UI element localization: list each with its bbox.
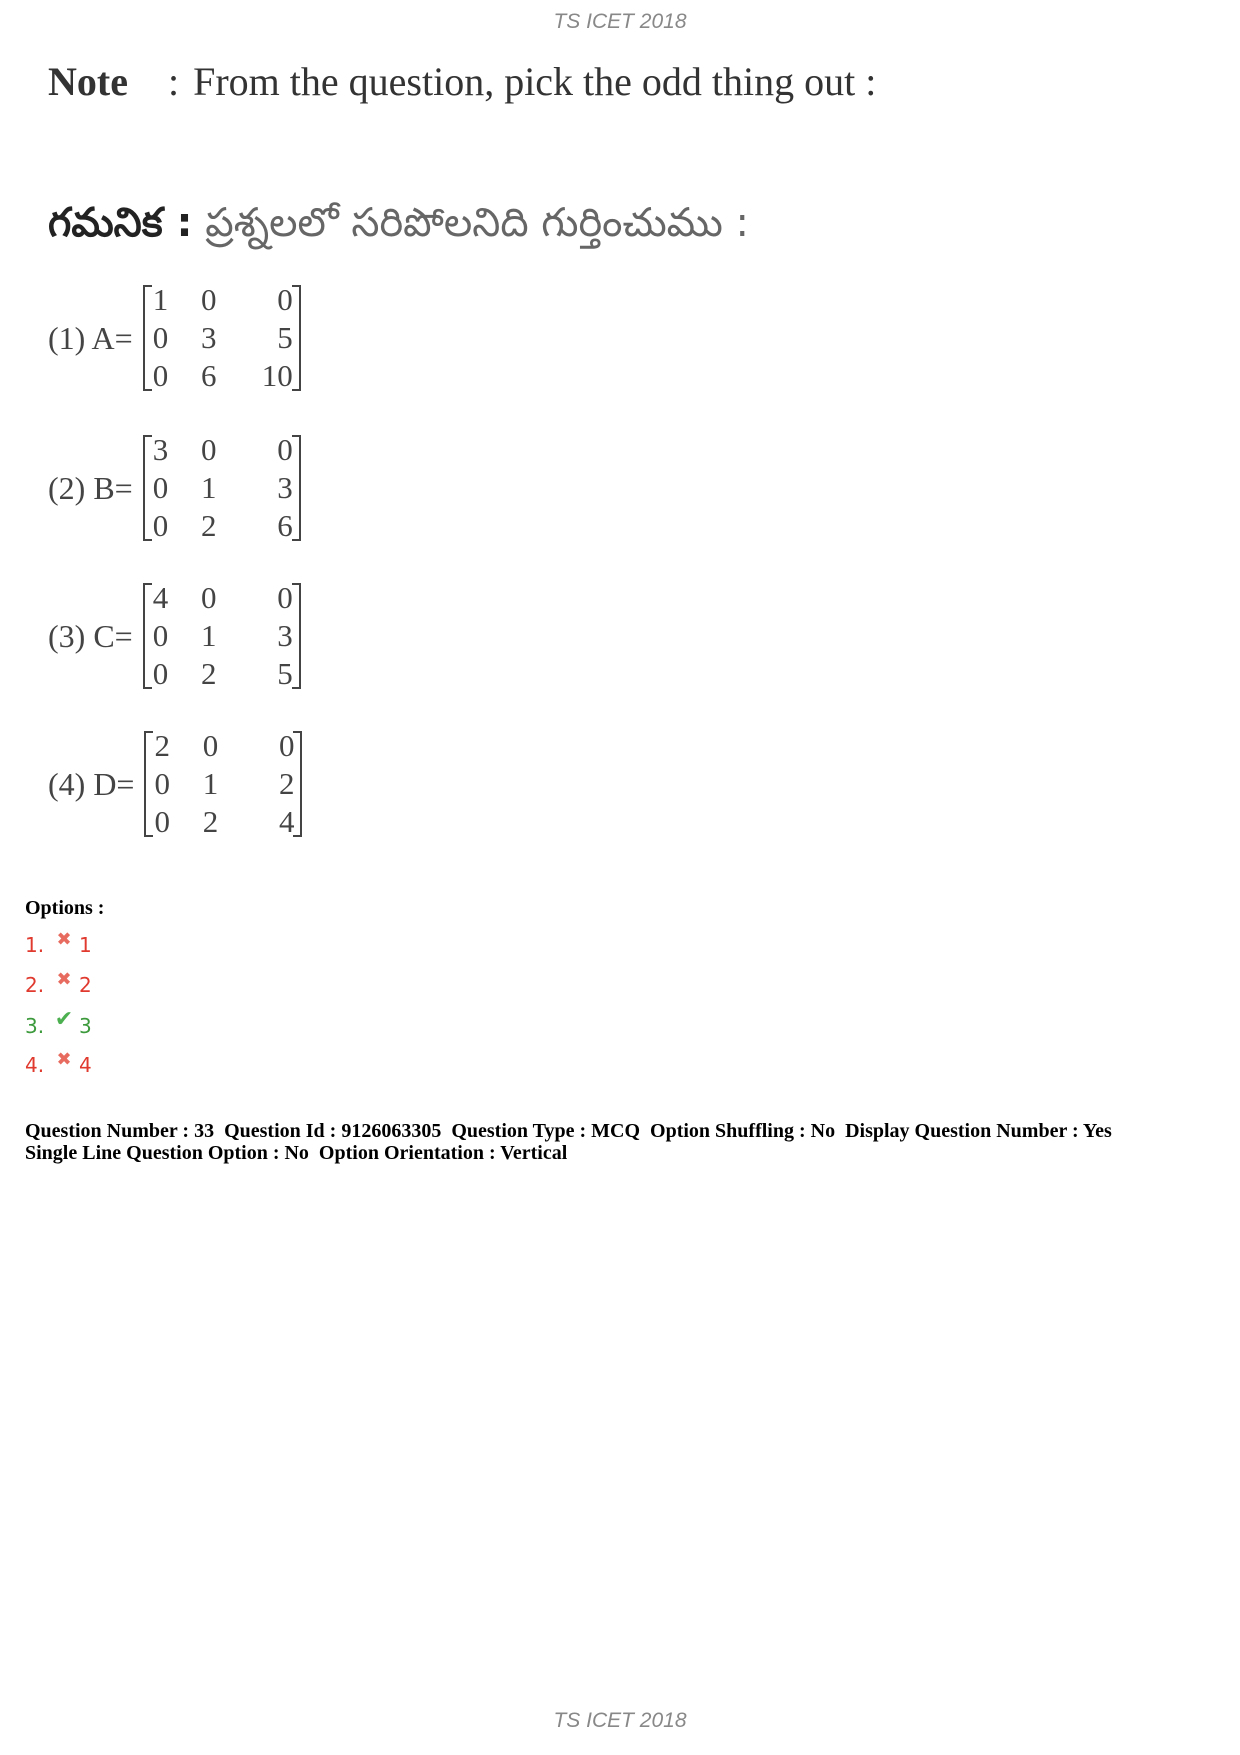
matrix-cell: 0 xyxy=(152,618,169,653)
matrix-cell: 0 xyxy=(277,282,293,317)
matrix-cell: 2 xyxy=(200,508,217,543)
telugu-note-text: ప్రశ్నలలో సరిపోలనిది గుర్తించుము : xyxy=(205,200,750,246)
metadata-line-1: Question Number : 33 Question Id : 9126063305 Question Type : MCQ Option Shuffling : No Display Question Number : Yes xyxy=(25,1120,1112,1142)
matrix-cell: 6 xyxy=(200,358,217,393)
matrix-C xyxy=(143,579,301,693)
option-number: 4. xyxy=(25,1053,45,1077)
page-footer: TS ICET 2018 xyxy=(553,1709,687,1732)
telugu-note-label: గమనిక : xyxy=(48,200,193,246)
matrix-label: (2) B= xyxy=(48,469,133,506)
matrix-question-2 xyxy=(48,430,301,546)
matrix-cell: 6 xyxy=(277,508,293,543)
matrix-A xyxy=(143,281,301,395)
note-label: Note xyxy=(48,59,128,104)
matrix-cell: 0 xyxy=(277,432,293,467)
option-1[interactable] xyxy=(25,928,92,957)
matrix-cell: 3 xyxy=(200,320,217,355)
matrix-cell: 2 xyxy=(202,804,219,839)
matrix-cell: 5 xyxy=(277,320,293,355)
matrix-cell: 1 xyxy=(200,618,217,653)
matrix-cell: 1 xyxy=(152,282,169,317)
matrix-cell: 0 xyxy=(200,432,217,467)
note-english xyxy=(48,58,876,105)
matrix-cell: 0 xyxy=(202,728,219,763)
matrix-cell: 3 xyxy=(152,432,169,467)
option-number: 1. xyxy=(25,933,45,957)
cross-icon: ✖ xyxy=(56,968,72,990)
matrix-cell: 0 xyxy=(152,358,169,393)
matrix-question-4 xyxy=(48,726,302,842)
matrix-D xyxy=(144,727,302,841)
matrix-cell: 2 xyxy=(154,728,170,763)
matrix-cell: 0 xyxy=(154,804,170,839)
matrix-cell: 0 xyxy=(152,656,169,691)
page-header: TS ICET 2018 xyxy=(553,10,687,33)
matrix-cell: 3 xyxy=(277,470,293,505)
options-title: Options : xyxy=(25,897,105,919)
matrix-cell: 1 xyxy=(202,766,219,801)
matrix-cell: 0 xyxy=(152,470,169,505)
option-value: 2 xyxy=(79,973,92,997)
option-value: 3 xyxy=(79,1013,92,1038)
matrix-label: (3) C= xyxy=(48,617,133,654)
note-colon: : xyxy=(167,59,180,104)
option-2[interactable] xyxy=(25,968,92,997)
metadata-line-2: Single Line Question Option : No Option Orientation : Vertical xyxy=(25,1142,568,1164)
matrix-cell: 4 xyxy=(152,580,169,615)
matrix-label: (1) A= xyxy=(48,319,133,356)
matrix-label: (4) D= xyxy=(48,765,135,802)
option-number: 2. xyxy=(25,973,45,997)
note-telugu xyxy=(48,200,749,256)
matrix-question-1 xyxy=(48,280,301,396)
matrix-cell: 0 xyxy=(277,580,293,615)
cross-icon: ✖ xyxy=(56,1048,72,1070)
matrix-cell: 10 xyxy=(261,358,293,393)
matrix-cell: 0 xyxy=(200,580,217,615)
matrix-cell: 1 xyxy=(200,470,217,505)
matrix-cell: 0 xyxy=(152,508,169,543)
matrix-cell: 3 xyxy=(277,618,293,653)
option-4[interactable] xyxy=(25,1048,92,1077)
note-text: From the question, pick the odd thing out : xyxy=(193,59,877,104)
option-value: 1 xyxy=(79,933,92,957)
matrix-cell: 2 xyxy=(200,656,217,691)
option-3[interactable] xyxy=(25,1007,92,1038)
matrix-cell: 2 xyxy=(278,766,295,801)
matrix-cell: 5 xyxy=(277,656,293,691)
matrix-cell: 4 xyxy=(278,804,295,839)
matrix-cell: 0 xyxy=(278,728,295,763)
option-value: 4 xyxy=(79,1053,92,1077)
matrix-cell: 0 xyxy=(154,766,170,801)
matrix-B xyxy=(143,431,301,545)
check-icon: ✔ xyxy=(54,1007,74,1032)
matrix-cell: 0 xyxy=(200,282,217,317)
matrix-question-3 xyxy=(48,578,301,694)
option-number: 3. xyxy=(25,1013,45,1038)
cross-icon: ✖ xyxy=(56,928,72,950)
matrix-cell: 0 xyxy=(152,320,169,355)
question-metadata xyxy=(25,1120,1215,1164)
